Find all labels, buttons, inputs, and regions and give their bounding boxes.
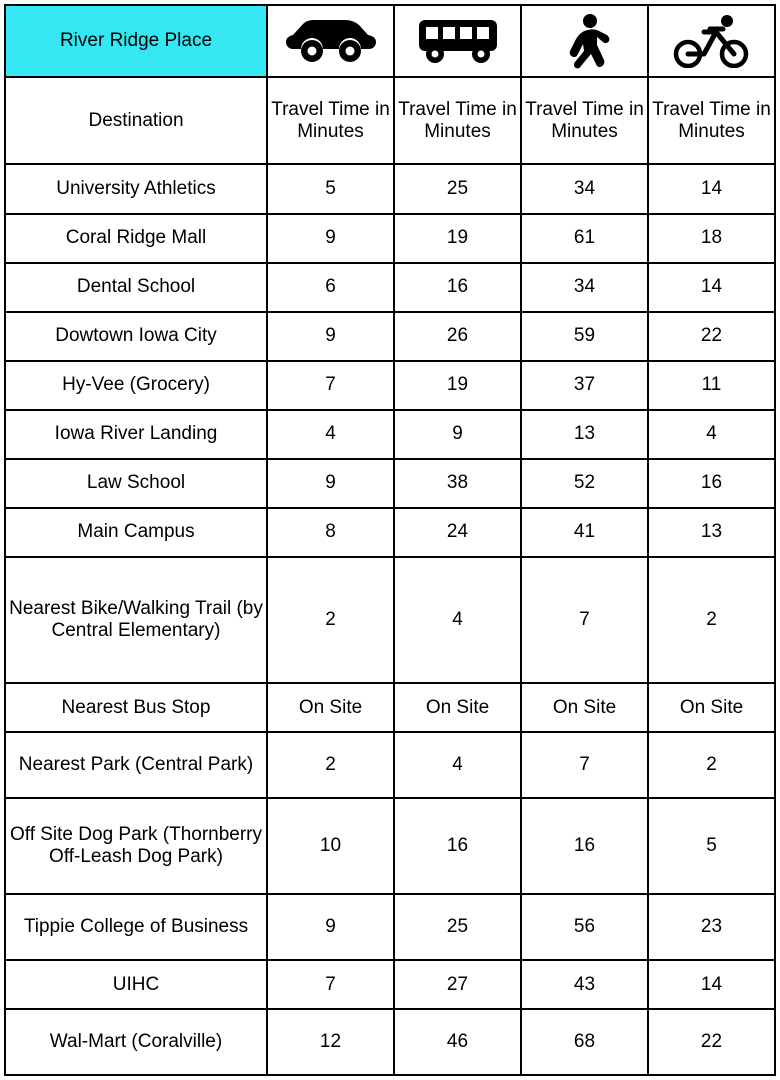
destination-cell: Tippie College of Business xyxy=(5,894,267,960)
value-walk: 52 xyxy=(521,459,648,508)
destination-cell: University Athletics xyxy=(5,164,267,213)
value-bike: 5 xyxy=(648,798,775,894)
value-car: 2 xyxy=(267,732,394,798)
value-walk: 43 xyxy=(521,960,648,1009)
value-bike: 2 xyxy=(648,732,775,798)
value-bike: 2 xyxy=(648,557,775,683)
value-car: 4 xyxy=(267,410,394,459)
value-car: 10 xyxy=(267,798,394,894)
value-bus: 16 xyxy=(394,263,521,312)
value-walk: 7 xyxy=(521,557,648,683)
value-car: On Site xyxy=(267,683,394,732)
bicycle-icon xyxy=(652,14,771,68)
travel-time-header-bike: Travel Time in Minutes xyxy=(648,77,775,164)
value-bus: 46 xyxy=(394,1009,521,1075)
value-car: 9 xyxy=(267,894,394,960)
destination-cell: Wal-Mart (Coralville) xyxy=(5,1009,267,1075)
value-bike: 16 xyxy=(648,459,775,508)
table-row xyxy=(5,410,775,459)
travel-time-header-bus: Travel Time in Minutes xyxy=(394,77,521,164)
table-row xyxy=(5,1009,775,1075)
destination-cell: Nearest Bike/Walking Trail (by Central Elementary) xyxy=(5,557,267,683)
value-car: 6 xyxy=(267,263,394,312)
value-walk: 16 xyxy=(521,798,648,894)
value-walk: 34 xyxy=(521,263,648,312)
destination-cell: Dental School xyxy=(5,263,267,312)
mode-header-walk xyxy=(521,5,648,77)
value-bus: 19 xyxy=(394,214,521,263)
destination-cell: Off Site Dog Park (Thornberry Off-Leash Dog Park) xyxy=(5,798,267,894)
value-walk: 34 xyxy=(521,164,648,213)
value-car: 5 xyxy=(267,164,394,213)
value-bus: 4 xyxy=(394,732,521,798)
value-walk: 37 xyxy=(521,361,648,410)
value-walk: 7 xyxy=(521,732,648,798)
value-walk: 41 xyxy=(521,508,648,557)
table-row xyxy=(5,214,775,263)
travel-time-header-car: Travel Time in Minutes xyxy=(267,77,394,164)
table-row xyxy=(5,508,775,557)
value-bike: 13 xyxy=(648,508,775,557)
travel-time-header-walk: Travel Time in Minutes xyxy=(521,77,648,164)
value-bike: 14 xyxy=(648,164,775,213)
mode-header-bus xyxy=(394,5,521,77)
destination-cell: Main Campus xyxy=(5,508,267,557)
value-bus: 27 xyxy=(394,960,521,1009)
value-walk: 59 xyxy=(521,312,648,361)
value-bus: 9 xyxy=(394,410,521,459)
walking-person-icon xyxy=(525,13,644,69)
value-walk: 68 xyxy=(521,1009,648,1075)
table-header-modes xyxy=(5,5,775,77)
mode-header-car xyxy=(267,5,394,77)
value-bus: 26 xyxy=(394,312,521,361)
value-bike: 11 xyxy=(648,361,775,410)
destination-cell: Nearest Bus Stop xyxy=(5,683,267,732)
bus-icon xyxy=(398,15,517,67)
table-row xyxy=(5,894,775,960)
value-walk: 13 xyxy=(521,410,648,459)
table-row xyxy=(5,557,775,683)
value-car: 9 xyxy=(267,459,394,508)
table-row xyxy=(5,312,775,361)
destination-header: Destination xyxy=(5,77,267,164)
table-row xyxy=(5,361,775,410)
value-car: 9 xyxy=(267,312,394,361)
value-bus: 4 xyxy=(394,557,521,683)
value-bike: 22 xyxy=(648,1009,775,1075)
value-bike: 14 xyxy=(648,263,775,312)
value-bus: 38 xyxy=(394,459,521,508)
table-row xyxy=(5,798,775,894)
table-row xyxy=(5,732,775,798)
value-car: 7 xyxy=(267,960,394,1009)
value-bike: 23 xyxy=(648,894,775,960)
travel-times-table xyxy=(4,4,776,1076)
value-walk: 61 xyxy=(521,214,648,263)
destination-cell: Law School xyxy=(5,459,267,508)
destination-cell: Nearest Park (Central Park) xyxy=(5,732,267,798)
destination-cell: UIHC xyxy=(5,960,267,1009)
table-row xyxy=(5,263,775,312)
value-bike: On Site xyxy=(648,683,775,732)
table-row xyxy=(5,459,775,508)
value-car: 8 xyxy=(267,508,394,557)
value-car: 12 xyxy=(267,1009,394,1075)
value-bus: 25 xyxy=(394,894,521,960)
value-car: 2 xyxy=(267,557,394,683)
table-header-labels xyxy=(5,77,775,164)
value-walk: 56 xyxy=(521,894,648,960)
value-bike: 22 xyxy=(648,312,775,361)
value-bus: 24 xyxy=(394,508,521,557)
destination-cell: Iowa River Landing xyxy=(5,410,267,459)
mode-header-bike xyxy=(648,5,775,77)
table-row xyxy=(5,164,775,213)
value-walk: On Site xyxy=(521,683,648,732)
property-name: River Ridge Place xyxy=(5,5,267,77)
value-bus: 19 xyxy=(394,361,521,410)
value-bus: 16 xyxy=(394,798,521,894)
value-bus: 25 xyxy=(394,164,521,213)
destination-cell: Hy-Vee (Grocery) xyxy=(5,361,267,410)
value-bike: 14 xyxy=(648,960,775,1009)
value-bike: 18 xyxy=(648,214,775,263)
value-bus: On Site xyxy=(394,683,521,732)
value-car: 9 xyxy=(267,214,394,263)
destination-cell: Coral Ridge Mall xyxy=(5,214,267,263)
value-car: 7 xyxy=(267,361,394,410)
value-bike: 4 xyxy=(648,410,775,459)
table-row xyxy=(5,960,775,1009)
car-icon xyxy=(271,15,390,67)
destination-cell: Dowtown Iowa City xyxy=(5,312,267,361)
table-row xyxy=(5,683,775,732)
